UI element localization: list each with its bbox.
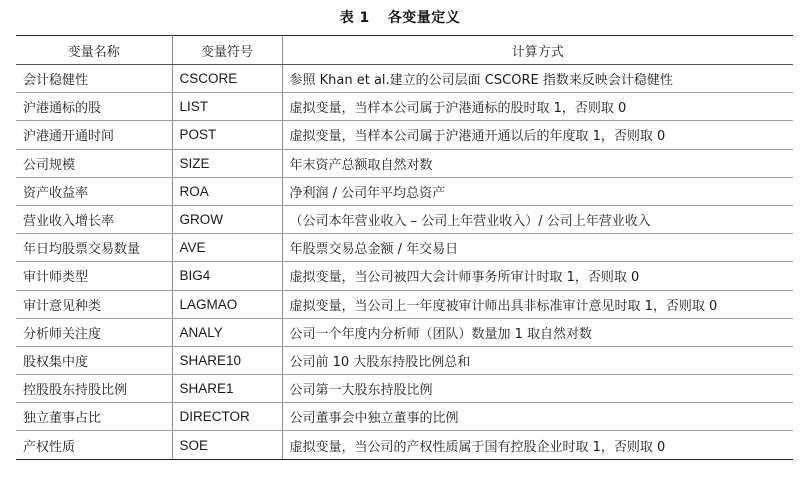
calculation-method-cell: 年末资产总额取自然对数	[282, 149, 793, 177]
calculation-method-cell: 公司一个年度内分析师（团队）数量加 1 取自然对数	[282, 318, 793, 346]
variable-name-cell: 审计意见种类	[16, 290, 172, 318]
table-title-number: 表 1	[339, 10, 370, 26]
calculation-method-cell: 虚拟变量，当样本公司属于沪港通标的股时取 1，否则取 0	[282, 93, 793, 121]
variable-name-cell: 产权性质	[16, 431, 172, 459]
variable-symbol-cell: LAGMAO	[172, 290, 282, 318]
variable-symbol-cell: POST	[172, 121, 282, 149]
variable-symbol-cell: BIG4	[172, 262, 282, 290]
variable-name-cell: 会计稳健性	[16, 65, 172, 93]
table-row	[16, 234, 793, 262]
table-row	[16, 262, 793, 290]
variable-symbol-cell: GROW	[172, 205, 282, 233]
variable-name-cell: 控股股东持股比例	[16, 375, 172, 403]
variable-symbol-cell: AVE	[172, 234, 282, 262]
calculation-method-cell: 年股票交易总金额 / 年交易日	[282, 234, 793, 262]
variable-name-cell: 年日均股票交易数量	[16, 234, 172, 262]
table-row	[16, 431, 793, 459]
variable-symbol-cell: SHARE10	[172, 346, 282, 374]
table-row	[16, 149, 793, 177]
calculation-method-cell: （公司本年营业收入 – 公司上年营业收入）/ 公司上年营业收入	[282, 205, 793, 233]
header-calculation-method: 计算方式	[282, 36, 793, 65]
table-row	[16, 375, 793, 403]
variable-name-cell: 审计师类型	[16, 262, 172, 290]
variable-name-cell: 独立董事占比	[16, 403, 172, 431]
variable-symbol-cell: ANALY	[172, 318, 282, 346]
variable-name-cell: 公司规模	[16, 149, 172, 177]
variable-symbol-cell: SIZE	[172, 149, 282, 177]
table-row	[16, 177, 793, 205]
variable-symbol-cell: SHARE1	[172, 375, 282, 403]
variable-name-cell: 资产收益率	[16, 177, 172, 205]
table-title	[0, 7, 800, 27]
variable-name-cell: 股权集中度	[16, 346, 172, 374]
variable-symbol-cell: LIST	[172, 93, 282, 121]
variable-symbol-cell: CSCORE	[172, 65, 282, 93]
calculation-method-cell: 虚拟变量，当样本公司属于沪港通开通以后的年度取 1，否则取 0	[282, 121, 793, 149]
variable-symbol-cell: ROA	[172, 177, 282, 205]
calculation-method-cell: 公司董事会中独立董事的比例	[282, 403, 793, 431]
table-row	[16, 318, 793, 346]
calculation-method-cell: 参照 Khan et al.建立的公司层面 CSCORE 指数来反映会计稳健性	[282, 65, 793, 93]
calculation-method-cell: 虚拟变量，当公司的产权性质属于国有控股企业时取 1，否则取 0	[282, 431, 793, 459]
variable-name-cell: 沪港通标的股	[16, 93, 172, 121]
table-header-row	[16, 36, 793, 65]
table-row	[16, 205, 793, 233]
header-variable-name: 变量名称	[16, 36, 172, 65]
variable-definitions-table	[16, 35, 793, 460]
variable-name-cell: 分析师关注度	[16, 318, 172, 346]
calculation-method-cell: 公司第一大股东持股比例	[282, 375, 793, 403]
table-title-text: 各变量定义	[387, 10, 461, 26]
table-row	[16, 65, 793, 93]
calculation-method-cell: 净利润 / 公司年平均总资产	[282, 177, 793, 205]
table-row	[16, 403, 793, 431]
table-row	[16, 93, 793, 121]
table-row	[16, 121, 793, 149]
calculation-method-cell: 公司前 10 大股东持股比例总和	[282, 346, 793, 374]
table-row	[16, 346, 793, 374]
variable-name-cell: 营业收入增长率	[16, 205, 172, 233]
variable-symbol-cell: SOE	[172, 431, 282, 459]
header-variable-symbol: 变量符号	[172, 36, 282, 65]
calculation-method-cell: 虚拟变量，当公司上一年度被审计师出具非标准审计意见时取 1，否则取 0	[282, 290, 793, 318]
variable-symbol-cell: DIRECTOR	[172, 403, 282, 431]
calculation-method-cell: 虚拟变量，当公司被四大会计师事务所审计时取 1，否则取 0	[282, 262, 793, 290]
variable-name-cell: 沪港通开通时间	[16, 121, 172, 149]
table-row	[16, 290, 793, 318]
